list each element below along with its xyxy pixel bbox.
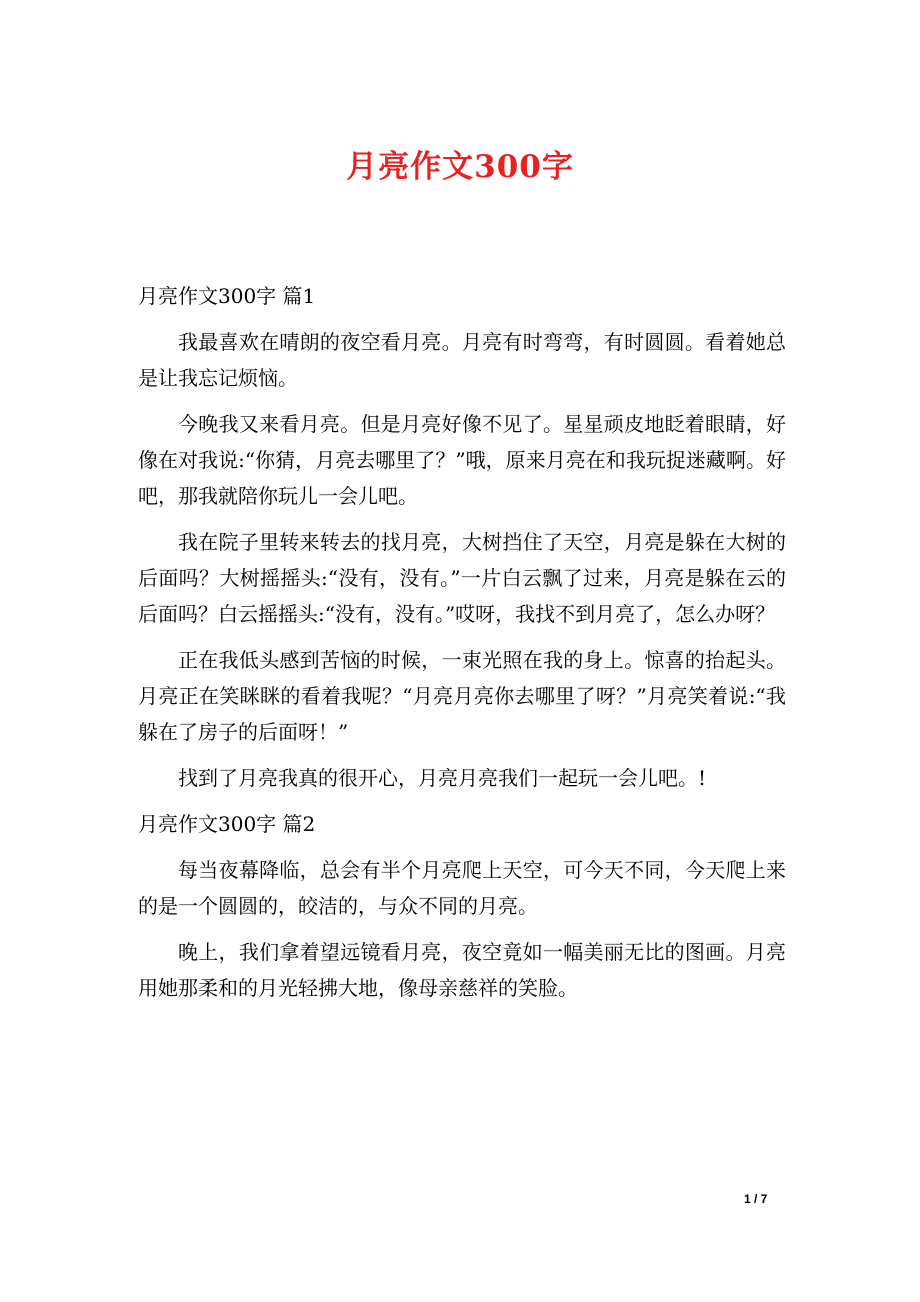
- document-title: 月亮作文300字: [346, 149, 574, 185]
- section-heading-2: 月亮作文300字 篇2: [138, 812, 316, 836]
- paragraph: 晚上，我们拿着望远镜看月亮，夜空竟如一幅美丽无比的图画。月亮用她那柔和的月光轻拂大地，像母亲慈祥的笑脸。: [138, 940, 786, 1000]
- paragraph: 正在我低头感到苦恼的时候，一束光照在我的身上。惊喜的抬起头。月亮正在笑眯眯的看着我呢？“月亮月亮你去哪里了呀？”月亮笑着说:“我躲在了房子的后面呀！”: [138, 648, 786, 744]
- paragraph: 找到了月亮我真的很开心，月亮月亮我们一起玩一会儿吧。!: [178, 766, 707, 790]
- paragraph: 我最喜欢在晴朗的夜空看月亮。月亮有时弯弯，有时圆圆。看着她总是让我忘记烦恼。: [138, 330, 786, 390]
- paragraph: 我在院子里转来转去的找月亮，大树挡住了天空，月亮是躲在大树的后面吗？大树摇摇头:“没有，没有。”一片白云飘了过来，月亮是躲在云的后面吗？白云摇摇头:“没有，没有。”哎呀，我找不到月亮了，怎么办呀？: [138, 530, 786, 626]
- paragraph: 今晚我又来看月亮。但是月亮好像不见了。星星顽皮地眨着眼睛，好像在对我说:“你猜，月亮去哪里了？”哦，原来月亮在和我玩捉迷藏啊。好吧，那我就陪你玩儿一会儿吧。: [138, 412, 786, 508]
- paragraph: 每当夜幕降临，总会有半个月亮爬上天空，可今天不同，今天爬上来的是一个圆圆的，皎洁的，与众不同的月亮。: [138, 858, 786, 918]
- page-number: 1 / 7: [744, 1192, 768, 1206]
- document-body: [138, 278, 786, 1016]
- section-heading-1: 月亮作文300字 篇1: [138, 284, 316, 308]
